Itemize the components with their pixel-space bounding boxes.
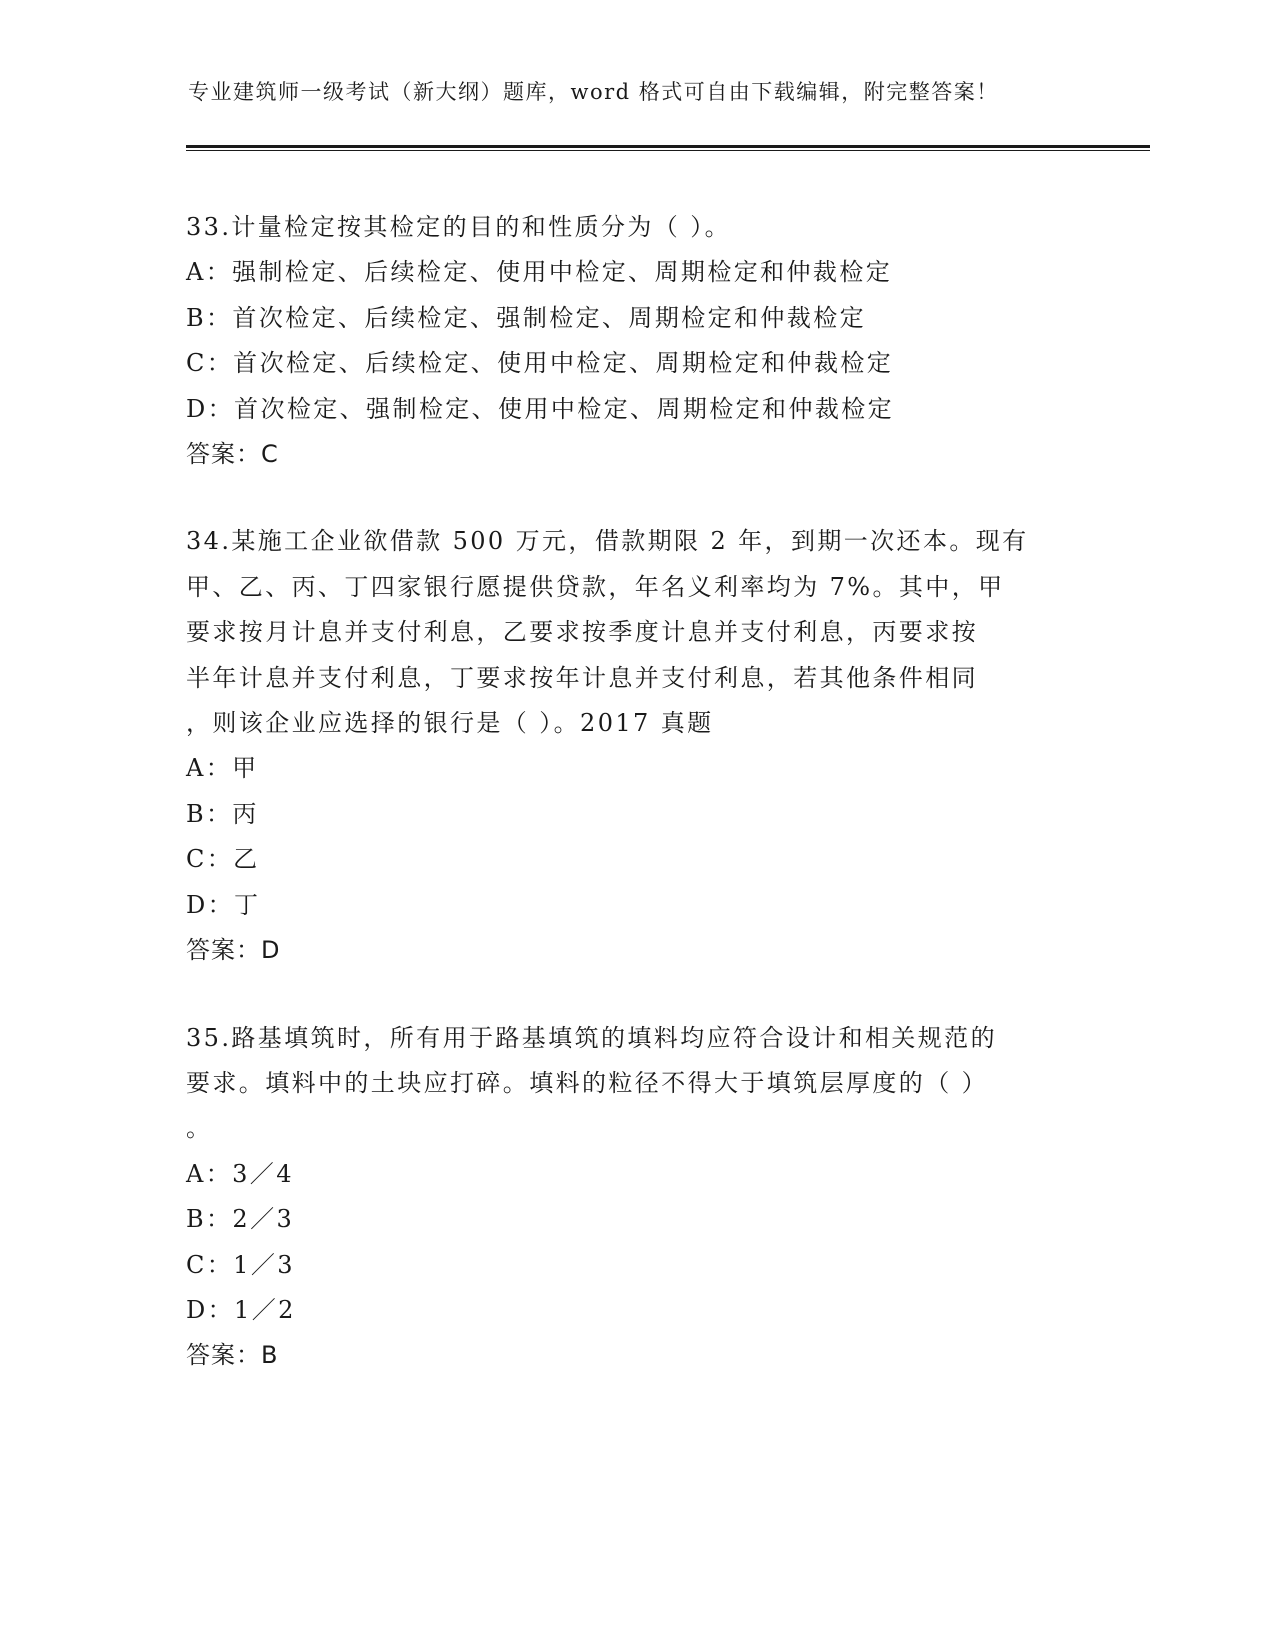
stem-line: 要求。填料中的土块应打碎。填料的粒径不得大于填筑层厚度的（ ） (186, 1068, 989, 1097)
option-d: D：丁 (186, 890, 261, 919)
option-c: C：首次检定、后续检定、使用中检定、周期检定和仲裁检定 (186, 349, 894, 378)
stem-line: 33.计量检定按其检定的目的和性质分为（ ）。 (186, 213, 731, 241)
question-list (186, 205, 1086, 1421)
option-b: B：首次检定、后续检定、强制检定、周期检定和仲裁检定 (186, 303, 867, 332)
page-header: 专业建筑师一级考试（新大纲）题库，word 格式可自由下载编辑，附完整答案！ (188, 80, 999, 104)
stem-line: 34.某施工企业欲借款 500 万元，借款期限 2 年，到期一次还本。现有 (186, 527, 1029, 556)
option-a: A：甲 (186, 754, 259, 783)
answer-label: 答案：D (186, 936, 281, 965)
answer-label: 答案：C (186, 440, 279, 469)
stem-line: 要求按月计息并支付利息，乙要求按季度计息并支付利息，丙要求按 (186, 618, 978, 647)
option-c: C：1／3 (186, 1250, 295, 1279)
answer-label: 答案：B (186, 1341, 279, 1370)
option-b: B：丙 (186, 799, 259, 828)
question-35 (186, 1016, 1086, 1379)
question-stem (186, 519, 1086, 746)
option-d: D：1／2 (186, 1295, 296, 1324)
question-stem (186, 205, 1086, 250)
header-rule-thick (186, 145, 1150, 148)
option-a: A：强制检定、后续检定、使用中检定、周期检定和仲裁检定 (186, 258, 893, 287)
stem-line: 。 (186, 1114, 213, 1143)
header-rule-thin (186, 150, 1150, 151)
stem-line: 35.路基填筑时，所有用于路基填筑的填料均应符合设计和相关规范的 (186, 1023, 997, 1052)
option-b: B：2／3 (186, 1205, 295, 1234)
stem-line: 半年计息并支付利息，丁要求按年计息并支付利息，若其他条件相同 (186, 663, 978, 692)
question-34 (186, 519, 1086, 973)
question-stem (186, 1016, 1086, 1152)
question-33 (186, 205, 1086, 477)
stem-line: ，则该企业应选择的银行是（ ）。2017 真题 (186, 709, 714, 738)
stem-line: 甲、乙、丙、丁四家银行愿提供贷款，年名义利率均为 7%。其中，甲 (186, 572, 1005, 601)
option-d: D：首次检定、强制检定、使用中检定、周期检定和仲裁检定 (186, 394, 895, 423)
option-c: C：乙 (186, 845, 260, 874)
option-a: A：3／4 (186, 1159, 294, 1188)
